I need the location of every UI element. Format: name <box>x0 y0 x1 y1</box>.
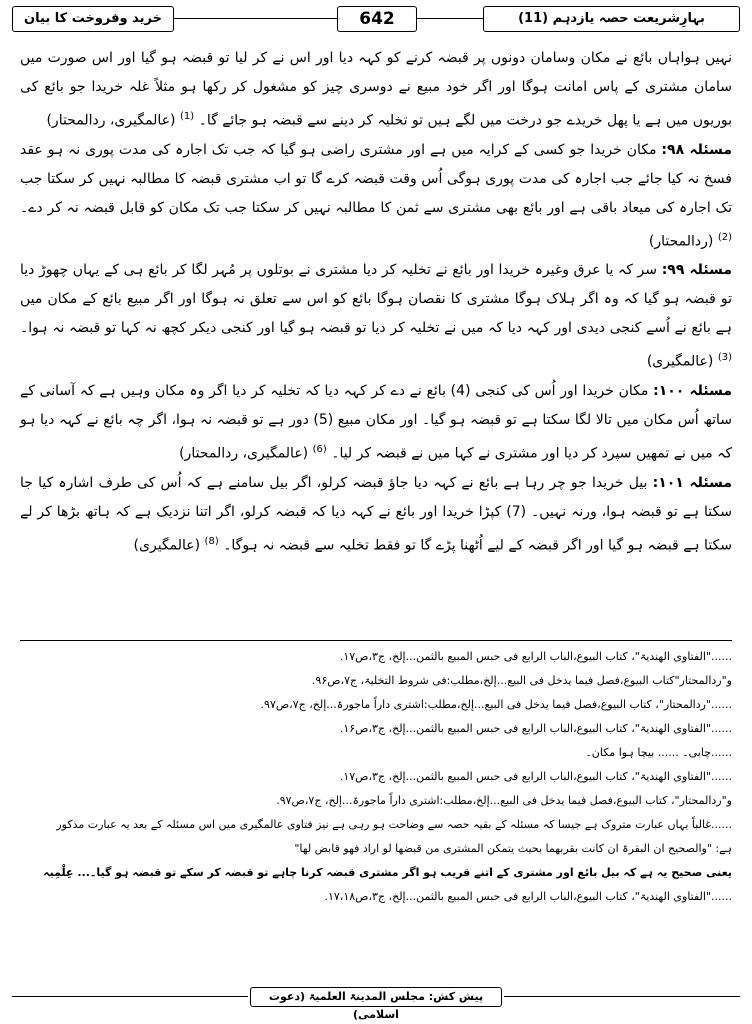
footnote: ......"ردالمحتار"، کتاب البیوع،فصل فیما یدخل فی البیع...إلخ،مطلب:اشتری داراً ماجورۃ...إلخ، ج۷،ص۹۷. <box>260 698 732 711</box>
footnote: ......"الفتاوی الھندیۃ"، کتاب البیوع،الباب الرابع فی حبس المبیع بالثمن...إلخ، ج۳،ص۱۷. <box>339 650 732 663</box>
page-number: 642 <box>337 6 417 32</box>
publisher-footer: پیش کش: مجلس المدینۃ العلمیۃ (دعوت اسلامی) <box>250 987 502 1007</box>
paragraph <box>20 469 732 561</box>
chapter-title: خرید وفروخت کا بیان <box>12 6 174 32</box>
footnote-divider <box>20 640 732 641</box>
source-citation: (عالمگیری، ردالمحتار) <box>179 445 309 462</box>
paragraph <box>20 44 732 136</box>
paragraph <box>20 136 732 257</box>
paragraph <box>20 377 732 469</box>
footnote-ref: (8) <box>204 535 219 547</box>
paragraph <box>20 256 732 377</box>
source-citation: (ردالمحتار) <box>648 233 714 250</box>
book-title: بہارِشریعت حصہ یازدہم (11) <box>483 6 740 32</box>
footnote-ref: (6) <box>312 443 327 455</box>
footnote-ref: (1) <box>179 111 195 122</box>
footnote: ......چابی۔ ...... بیچا ہوا مکان۔ <box>585 746 732 759</box>
footnote: و"ردالمحتار"، کتاب البیوع،فصل فیما یدخل فی البیع...إلخ،مطلب:اشتری داراً ماجورۃ...إلخ، ج۷،ص۹۷. <box>276 794 732 807</box>
page-header <box>12 6 740 32</box>
source-citation: (عالمگیری) <box>646 353 714 370</box>
footer-rule-right <box>504 996 740 997</box>
paragraph-text: نہیں ہواہاں بائع نے مکان وسامان دونوں پر قبضہ کرنے کو کہہ دیا اور اس نے کر لیا تو قبضہ ہو گیا اور اس صورت میں سامان مشتری کے پاس امانت ہوگا اور اگر خود مبیع نے دوسری چیز کو مشغول کر رکھا ہو مثلاً غلہ خریدا جو بائع کی بوریوں میں ہے یا پھل خریدے جو درخت میں لگے ہیں تو تخلیہ کر دینے سے قبضہ ہو جائے گا۔ <box>20 50 732 129</box>
footer-rule-left <box>12 996 248 997</box>
footnote: ......غالباً یہاں عبارت متروک ہے جیسا کہ مسئلہ کے بقیہ حصہ سے وضاحت ہو رہی ہے نیز فتاوی عالمگیری میں اس مسئلہ کے بعد یہ عبارت مذکور <box>56 818 732 831</box>
footnote: ......"الفتاوی الھندیۃ"، کتاب البیوع،الباب الرابع فی حبس المبیع بالثمن...إلخ، ج۳،ص۱۶. <box>339 722 732 735</box>
header-rule-right <box>417 18 485 19</box>
paragraph-text: مکان خریدا جو کسی کے کرایہ میں ہے اور مشتری راضی ہو گیا کہ جب تک اجارہ کی مدت پوری نہ ہو عقد فسخ نہ کیا جائے جب اجارہ کی مدت پوری ہوگی اُس وقت قبضہ کرے گا تو اب مشتری قبضہ کا مطالبہ نہیں کر سکتا جب تک اجارہ کی میعاد باقی ہے اور بائع بھی مشتری سے ثمن کا مطالبہ نہیں کر سکتا جب تک مکان کو قابل قبضہ نہ کر دے۔ <box>20 141 732 216</box>
footnote: ہے: "والصحیح ان البقرۃ ان کانت بقربھما بحیث یتمکن المشتری من قبضھا لو اراد فھو قابض لھا" <box>294 842 732 855</box>
masala-label: مسئلہ ۱۰۱: <box>652 474 733 491</box>
masala-label: مسئلہ ۹۸: <box>661 141 733 158</box>
paragraph-text: بیل خریدا جو چر رہا ہے بائع نے کہہ دیا جاؤ قبضہ کرلو، اگر بیل سامنے ہے کہ اُس کی طرف اشارہ کیا جا سکتا ہے تو قبضہ ہوا، ورنہ نہیں۔ (7) کپڑا خریدا اور بائع نے کہہ دیا کہ قبضہ کرلو، اگر اتنا نزدیک ہے کہ ہاتھ بڑھا کر لے سکتا ہے قبضہ ہو گیا اور اگر قبضہ کے لیے اُٹھنا پڑے گا تو فقط تخلیہ سے قبضہ نہ ہوگا۔ <box>20 474 732 554</box>
footnote: و"ردالمحتار"کتاب البیوع،فصل فیما یدخل فی البیع...إلخ،مطلب:فی شروط التخلیۃ، ج۷،ص۹۶. <box>311 674 732 687</box>
footnote: ......"الفتاوی الھندیۃ"، کتاب البیوع،الباب الرابع فی حبس المبیع بالثمن...إلخ، ج۳،ص۱۷،۱۸. <box>324 890 732 903</box>
masala-label: مسئلہ ۱۰۰: <box>653 382 733 399</box>
paragraph-text: سر کہ یا عرق وغیرہ خریدا اور بائع نے تخلیہ کر دیا مشتری نے بوتلوں پر مُہر لگا کر بائع ہی کے یہاں چھوڑ دیا تو قبضہ ہو گیا کہ وہ اگر ہلاک ہوگا مشتری کا نقصان ہوگا بائع کو اس سے تعلق نہ ہوگا اور اگر مبیع بائع کے مکان میں ہے بائع نے اُسے کنجی دیدی اور کہہ دیا کہ میں نے تخلیہ کر دیا تو قبضہ ہو گیا اور کنجی دیکر کچھ نہ کہا تو قبضہ نہ ہوا۔ <box>20 262 732 337</box>
paragraph-text: مکان خریدا اور اُس کی کنجی (4) بائع نے دے کر کہہ دیا کہ تخلیہ کر دیا اگر وہ مکان وہیں ہے کہ آسانی کے ساتھ اُس مکان میں تالا لگا سکتا ہے تو قبضہ ہو گیا۔ اور مکان مبیع (5) دور ہے تو قبضہ نہ ہوا، اگر چہ بائع نے کہہ دیا ہو کہ میں نے تمھیں سپرد کر دیا اور مشتری نے کہا میں نے قبضہ کر لیا۔ <box>20 382 732 462</box>
footnote-ref: (3) <box>717 352 732 364</box>
footnote-ref: (2) <box>717 231 732 243</box>
masala-label: مسئلہ ۹۹: <box>661 262 733 279</box>
footnote: یعنی صحیح یہ ہے کہ بیل بائع اور مشتری کے اتنے قریب ہو اگر مشتری قبضہ کرنا چاہے تو قبضہ کر سکے تو قبضہ ہو گیا۔... عِلْمِیہ <box>43 866 732 879</box>
footnote: ......"الفتاوی الھندیۃ"، کتاب البیوع،الباب الرابع فی حبس المبیع بالثمن...إلخ، ج۳،ص۱۷. <box>339 770 732 783</box>
header-rule-left <box>174 18 337 19</box>
source-citation: (عالمگیری، ردالمحتار) <box>46 112 176 129</box>
main-text <box>20 44 732 560</box>
source-citation: (عالمگیری) <box>133 537 201 554</box>
